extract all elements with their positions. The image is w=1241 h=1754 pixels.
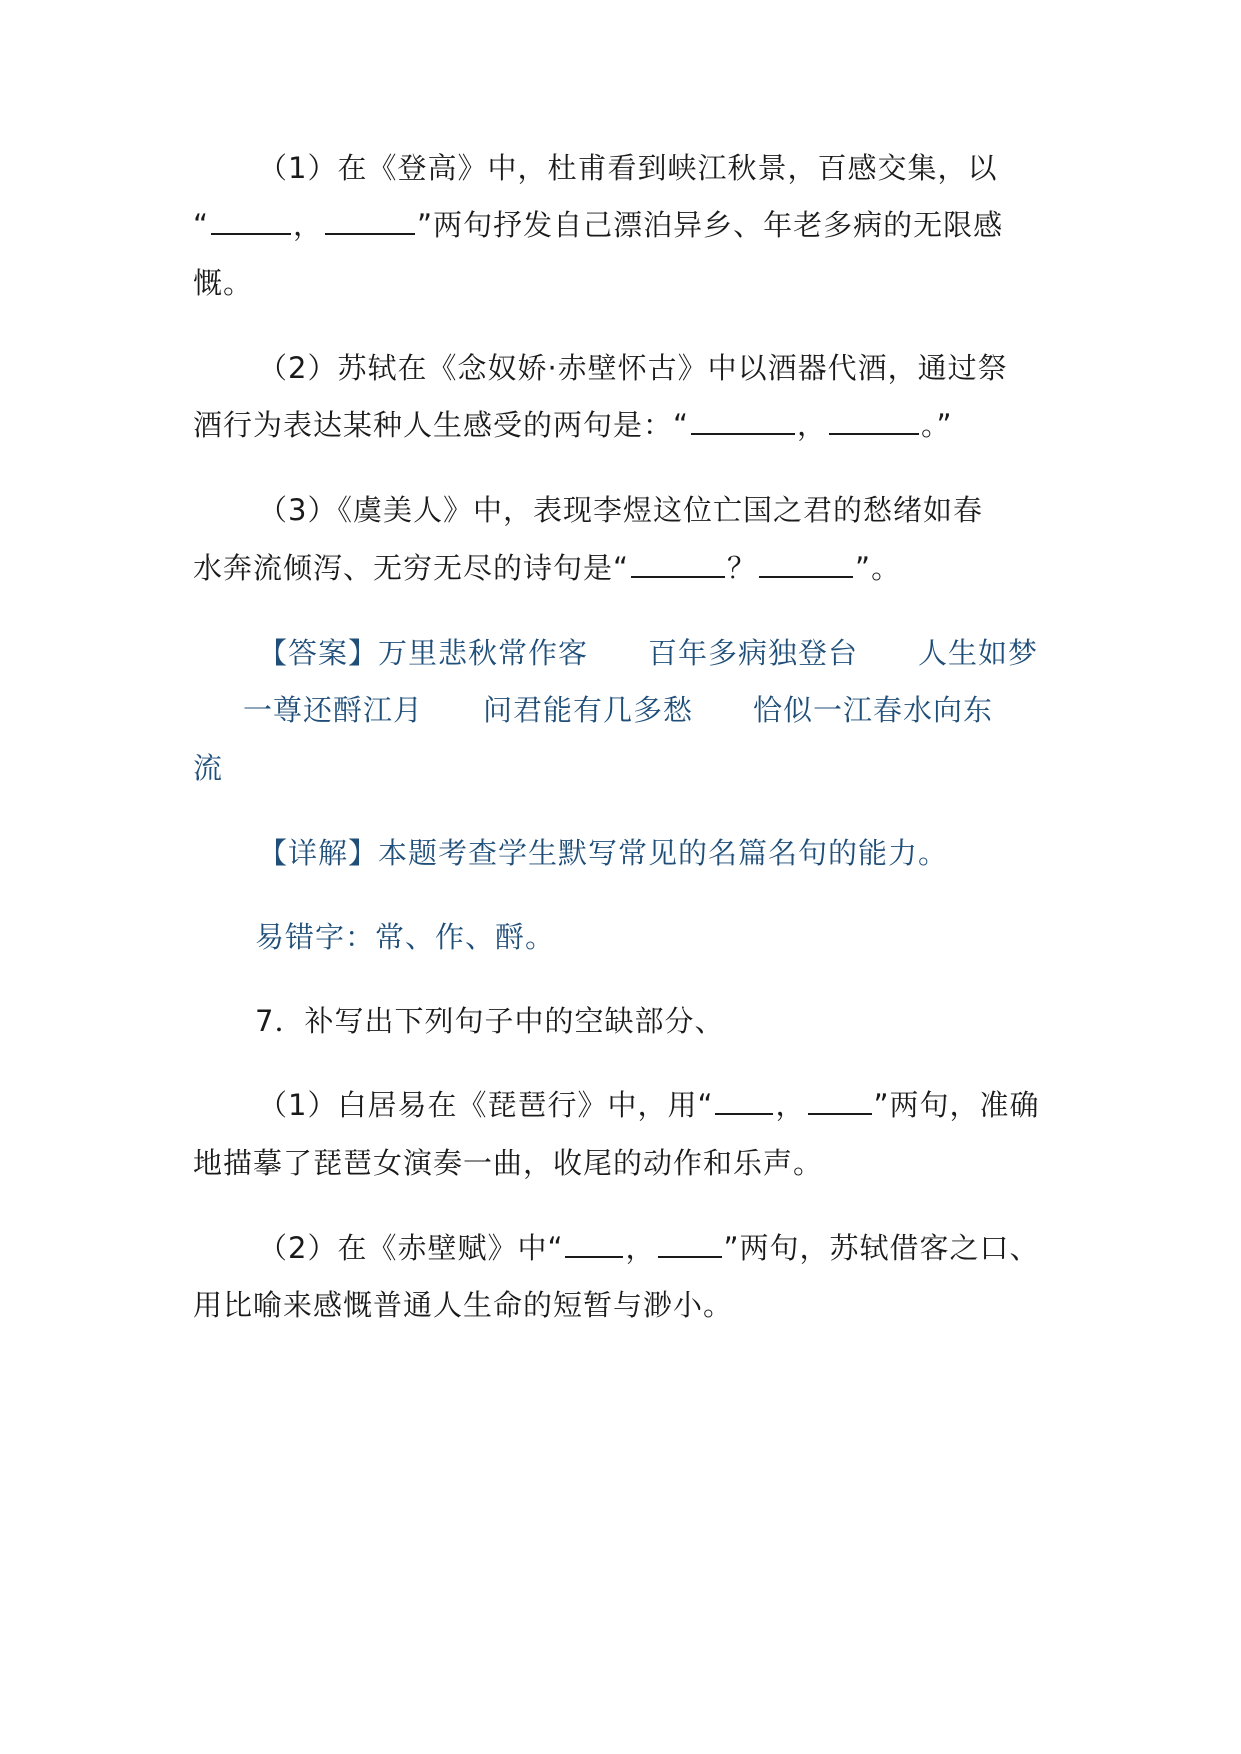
q6-p1-line3 <box>0 263 1241 303</box>
text: ”两句，准确 <box>873 1088 1040 1122</box>
answer-blank <box>829 407 919 435</box>
answer-line2 <box>0 690 1241 730</box>
text: 水奔流倾泻、无穷无尽的诗句是“ <box>193 551 630 585</box>
answer-line3 <box>0 748 1241 788</box>
text: （3）《虞美人》中，表现李煜这位亡国之君的愁绪如春 <box>258 493 983 527</box>
answer-blank <box>565 1230 623 1258</box>
q7-p1-line1 <box>0 1085 1241 1125</box>
text: （1）在《登高》中，杜甫看到峡江秋景，百感交集，以 <box>258 151 998 185</box>
answer-blank <box>631 550 725 578</box>
text: 【答案】万里悲秋常作客 百年多病独登台 人生如梦 <box>258 636 1039 670</box>
text: 流 <box>193 751 224 785</box>
answer-blank <box>211 207 291 235</box>
answer-line1 <box>0 633 1241 673</box>
text: ， <box>625 1231 656 1265</box>
text: “ <box>193 208 210 242</box>
text: ？ <box>727 551 758 585</box>
text: 【详解】本题考查学生默写常见的名篇名句的能力。 <box>258 836 949 870</box>
text: ”两句，苏轼借客之口、 <box>723 1231 1040 1265</box>
q7-p2-line2 <box>0 1285 1241 1325</box>
detail-line <box>0 833 1241 873</box>
text: 。” <box>921 408 953 442</box>
text: ”。 <box>855 551 902 585</box>
text: 慨。 <box>193 266 254 300</box>
answer-blank <box>691 407 795 435</box>
text: ， <box>775 1088 806 1122</box>
text: 易错字：常、作、酹。 <box>255 920 556 954</box>
q6-p2-line1 <box>0 348 1241 388</box>
text: 地描摹了琵琶女演奏一曲，收尾的动作和乐声。 <box>193 1146 824 1180</box>
typo-line <box>0 917 1241 957</box>
answer-blank <box>808 1087 872 1115</box>
q6-p2-line2 <box>0 405 1241 445</box>
q6-p3-line1 <box>0 490 1241 530</box>
text: 一尊还酹江月 问君能有几多愁 恰似一江春水向东 <box>213 693 994 727</box>
q7-title <box>0 1001 1241 1041</box>
q6-p1-line2 <box>0 205 1241 245</box>
text: ， <box>797 408 828 442</box>
q6-p3-line2 <box>0 548 1241 588</box>
answer-blank <box>715 1087 773 1115</box>
text: 酒行为表达某种人生感受的两句是：“ <box>193 408 690 442</box>
text: （2）在《赤壁赋》中“ <box>258 1231 564 1265</box>
answer-blank <box>325 207 415 235</box>
text: 7．补写出下列句子中的空缺部分、 <box>255 1004 725 1038</box>
text: ”两句抒发自己漂泊异乡、年老多病的无限感 <box>417 208 1004 242</box>
q6-p1-line1 <box>0 148 1241 188</box>
q7-p2-line1 <box>0 1228 1241 1268</box>
text: ， <box>293 208 324 242</box>
text: 用比喻来感慨普通人生命的短暂与渺小。 <box>193 1288 734 1322</box>
answer-blank <box>658 1230 722 1258</box>
text: （2）苏轼在《念奴娇·赤壁怀古》中以酒器代酒，通过祭 <box>258 351 1008 385</box>
q7-p1-line2 <box>0 1143 1241 1183</box>
answer-blank <box>759 550 853 578</box>
text: （1）白居易在《琵琶行》中，用“ <box>258 1088 714 1122</box>
